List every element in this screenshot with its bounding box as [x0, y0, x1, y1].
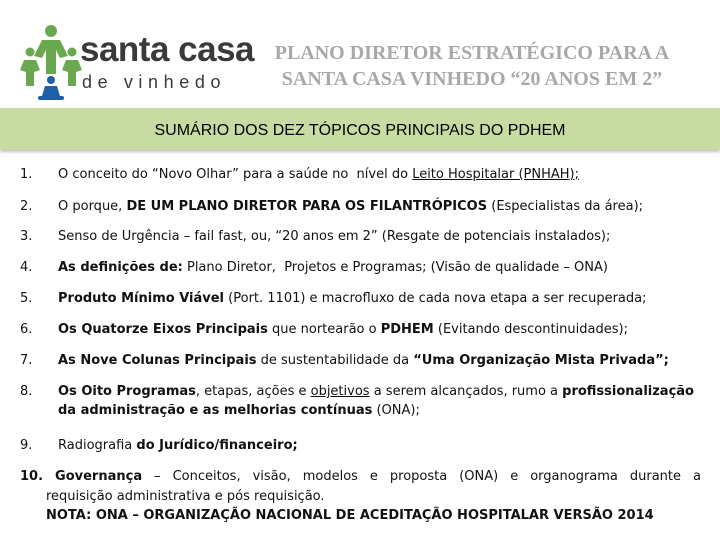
- logo-main-text: santa casa: [80, 30, 255, 69]
- topic-text: [58, 382, 708, 420]
- topic-text-part: Senso de Urgência – fail fast, ou, “20 anos em 2” (Resgate de potenciais instalados);: [58, 229, 611, 244]
- topic-text-part: objetivos: [310, 384, 370, 399]
- topic-text-part: do Jurídico/financeiro;: [136, 438, 298, 453]
- topic-text-part: O porque,: [58, 199, 127, 214]
- topic-text: [58, 227, 708, 246]
- logo-sub-text: de vinhedo: [82, 72, 227, 92]
- logo: [20, 22, 255, 102]
- topic-number: 9.: [20, 438, 33, 453]
- topic-text-part: (Port. 1101) e macrofluxo de cada nova etapa a ser recuperada;: [224, 291, 647, 306]
- topic-number: 4.: [20, 260, 33, 275]
- topic-10-label: Governança: [55, 469, 143, 484]
- topic-item-10: [20, 467, 701, 526]
- topic-text-part: Os Quatorze Eixos Principais: [58, 322, 268, 337]
- topic-text-part: que nortearão o: [267, 322, 381, 337]
- topic-text-part: de sustentabilidade da: [256, 353, 414, 368]
- topic-text: [58, 289, 708, 308]
- topic-text: [58, 436, 708, 455]
- header: [0, 0, 720, 108]
- topic-number: 7.: [20, 353, 33, 368]
- plan-title: [262, 40, 682, 92]
- topic-text-part: a serem alcançados, rumo a: [369, 384, 563, 399]
- plan-title-line2: SANTA CASA VINHEDO “20 ANOS EM 2”: [281, 68, 663, 90]
- topic-text-part: (Especialistas da área);: [487, 199, 644, 214]
- topic-text-part: DE UM PLANO DIRETOR PARA OS FILANTRÓPICOS: [126, 199, 488, 214]
- topic-text-part: Produto Mínimo Viável: [58, 291, 225, 306]
- topic-text: [58, 351, 708, 370]
- topic-text-part: , etapas, ações e: [195, 384, 311, 399]
- plan-title-line1: PLANO DIRETOR ESTRATÉGICO PARA A: [274, 42, 670, 64]
- topic-text-part: Os Oito Programas: [58, 384, 196, 399]
- topic-text: [58, 165, 708, 184]
- topic-text: [58, 258, 708, 277]
- topic-text-part: As definições de:: [58, 260, 183, 275]
- topic-number: 8.: [20, 384, 33, 399]
- topic-text-part: Plano Diretor, Projetos e Programas; (Visão de qualidade – ONA): [182, 260, 608, 275]
- topic-number: 1.: [20, 167, 33, 182]
- topic-number: 2.: [20, 199, 33, 214]
- topic-text-part: (Evitando descontinuidades);: [433, 322, 628, 337]
- topic-number: 6.: [20, 322, 33, 337]
- topic-text-part: Radiografia: [58, 438, 137, 453]
- topic-text-part: profissionalização da administração e as melhorias contínuas: [58, 384, 699, 418]
- topic-10-line2: requisição administrativa e pós requisição.: [46, 488, 325, 504]
- topic-text-part: O conceito do “Novo Olhar” para a saúde no nível do: [58, 167, 413, 182]
- topic-10-text: – Conceitos, visão, modelos e proposta (ONA) e organograma durante a: [142, 469, 701, 484]
- topic-text-part: (ONA);: [372, 403, 420, 418]
- topic-text-part: As Nove Colunas Principais: [58, 353, 257, 368]
- ona-note: NOTA: ONA – ORGANIZAÇÃO NACIONAL DE ACEDITAÇÃO HOSPITALAR VERSÃO 2014: [46, 508, 654, 523]
- topic-text-part: “Uma Organização Mista Privada”;: [413, 353, 669, 368]
- topic-10-line1: [20, 467, 701, 487]
- topic-text-part: Leito Hospitalar (PNHAH);: [412, 167, 580, 182]
- summary-title: SUMÁRIO DOS DEZ TÓPICOS PRINCIPAIS DO PDHEM: [154, 122, 566, 139]
- topic-text: [58, 320, 708, 339]
- topic-text: [58, 197, 708, 216]
- topic-10-number: 10.: [20, 469, 44, 484]
- topic-text-part: PDHEM: [380, 322, 434, 337]
- logo-figures-icon: [20, 22, 82, 102]
- topic-number: 3.: [20, 229, 33, 244]
- topic-number: 5.: [20, 291, 33, 306]
